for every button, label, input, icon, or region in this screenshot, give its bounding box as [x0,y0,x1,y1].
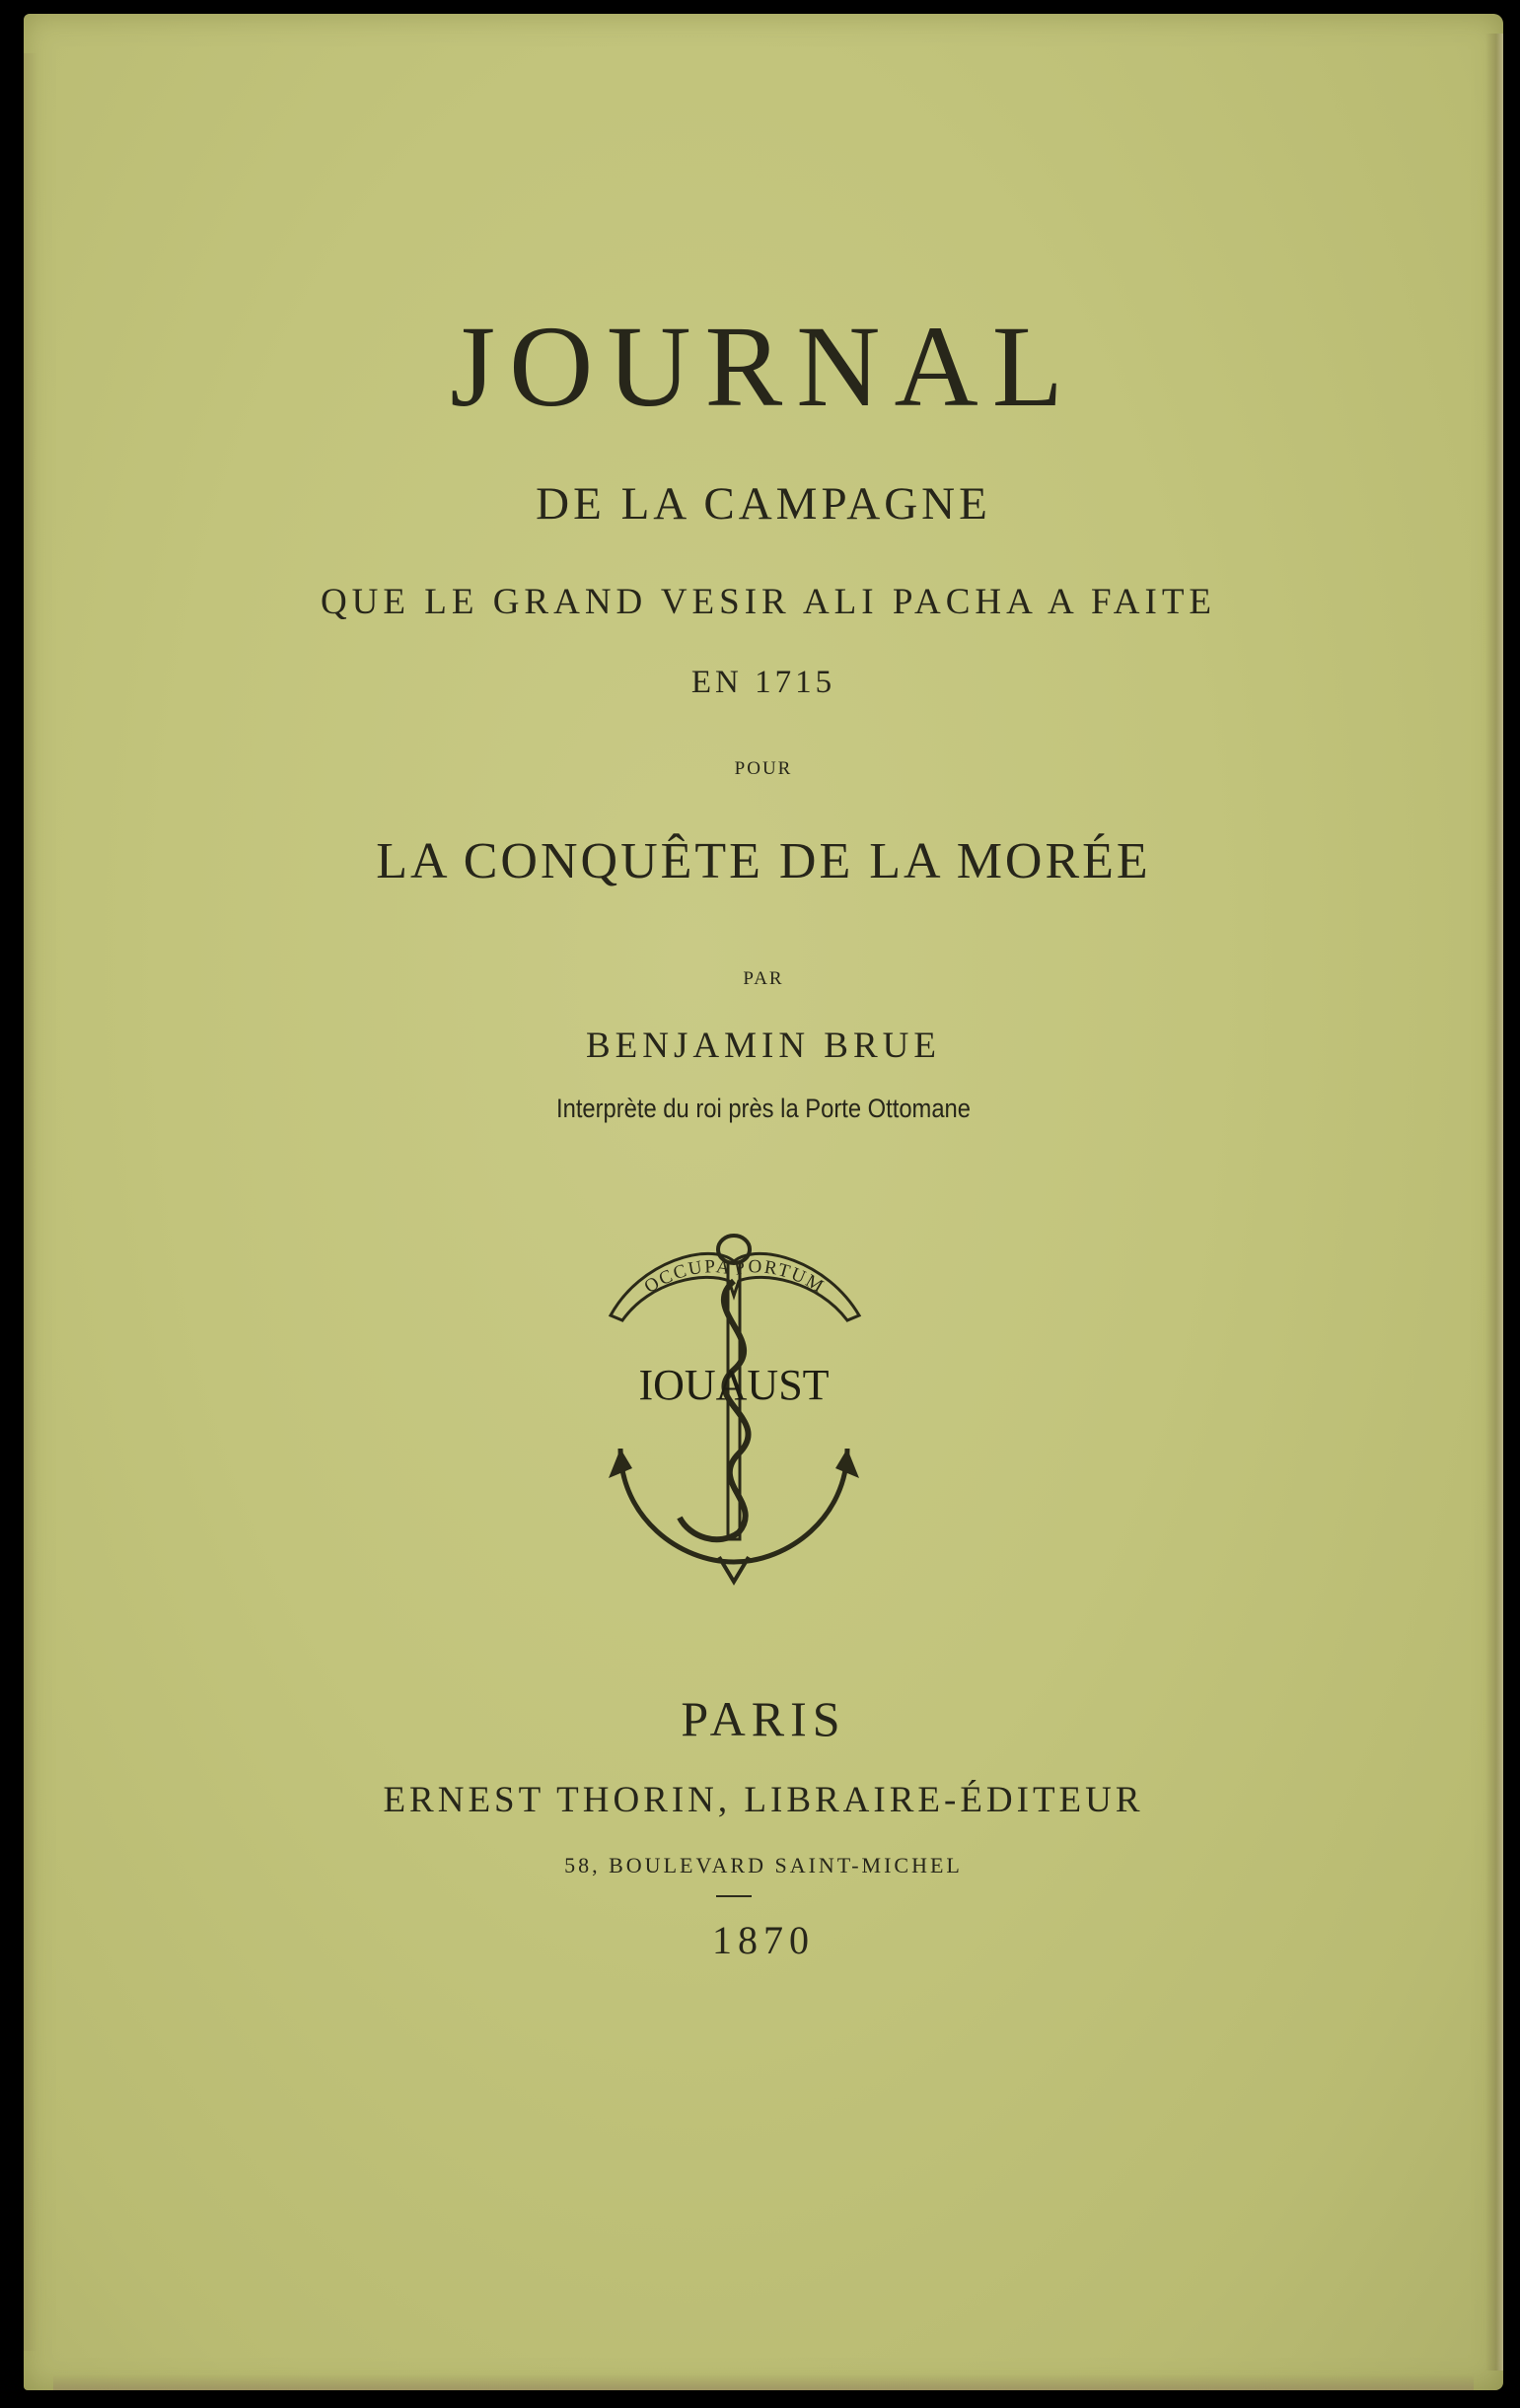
imprint-city: PARIS [681,1691,846,1746]
anchor-rope [680,1281,749,1539]
book-cover [24,14,1503,2390]
connector-pour: POUR [734,758,793,779]
printer-anchor-mark [601,1222,867,1587]
author-role: Interprète du roi près la Porte Ottomane [556,1094,971,1123]
divider-rule [716,1895,752,1897]
subtitle-vesir: QUE LE GRAND VESIR ALI PACHA A FAITE [320,582,1217,622]
connector-par: PAR [743,968,784,989]
subtitle-campagne: DE LA CAMPAGNE [536,478,991,530]
cover-bottom-edge [53,2374,1474,2390]
subtitle-year: EN 1715 [690,665,836,700]
imprint-year: 1870 [712,1918,815,1962]
imprint-address: 58, BOULEVARD SAINT-MICHEL [564,1853,963,1877]
main-subject: LA CONQUÊTE DE LA MORÉE [376,833,1151,889]
book-title: JOURNAL [450,302,1077,431]
printer-name: IOUAUST [638,1361,830,1409]
motto-text: OCCUPA PORTUM [640,1256,829,1299]
imprint-publisher: ERNEST THORIN, LIBRAIRE-ÉDITEUR [383,1780,1144,1820]
author-name: BENJAMIN BRUE [586,1026,941,1066]
